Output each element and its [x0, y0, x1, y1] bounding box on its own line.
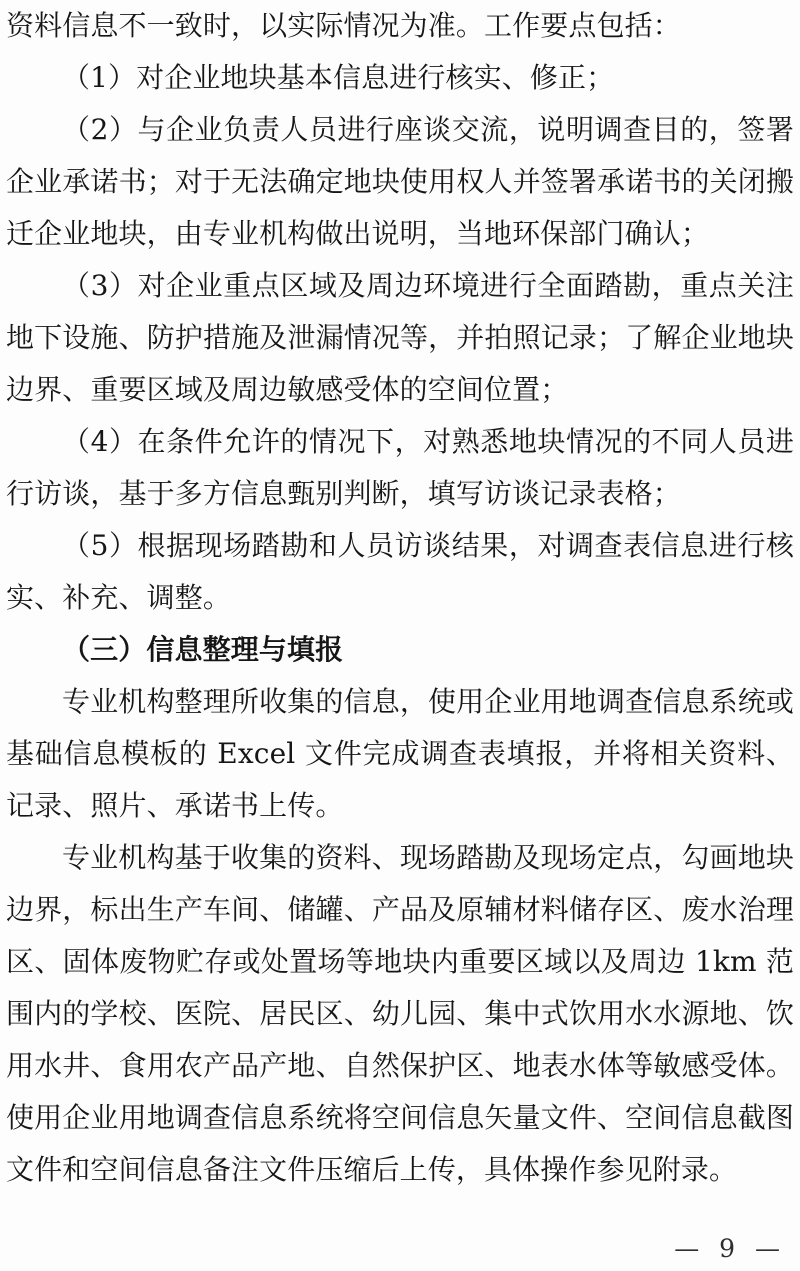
list-item-3: （3）对企业重点区域及周边环境进行全面踏勘，重点关注地下设施、防护措施及泄漏情况等，并拍照记录；了解企业地块边界、重要区域及周边敏感受体的空间位置； [6, 269, 794, 406]
page-number: — 9 — [674, 1234, 786, 1263]
paragraph-info-filing: 专业机构整理所收集的信息，使用企业用地调查信息系统或基础信息模板的 Excel 文件完成调查表填报，并将相关资料、记录、照片、承诺书上传。 [6, 685, 794, 822]
list-item-4: （4）在条件允许的情况下，对熟悉地块情况的不同人员进行访谈，基于多方信息甄别判断，填写访谈记录表格； [6, 425, 794, 510]
section-heading: （三）信息整理与填报 [62, 633, 344, 666]
list-item-1: （1）对企业地块基本信息进行核实、修正； [62, 61, 615, 94]
paragraph-continuation: 资料信息不一致时，以实际情况为准。工作要点包括： [6, 9, 681, 42]
paragraph-spatial-info: 专业机构基于收集的资料、现场踏勘及现场定点，勾画地块边界，标出生产车间、储罐、产品及原辅材料储存区、废水治理区、固体废物贮存或处置场等地块内重要区域以及周边 1km 范围内的学校、医院、居民区、幼儿园、集中式饮用水水源地、饮用水井、食用农产品产地、自然保护区、地表水体等敏感受体。使用企业用地调查信息系统将空间信息矢量文件、空间信息截图文件和空间信息备注文件压缩后上传，具体操作参见附录。 [6, 841, 794, 1186]
list-item-5: （5）根据现场踏勘和人员访谈结果，对调查表信息进行核实、补充、调整。 [6, 529, 794, 614]
list-item-2: （2）与企业负责人员进行座谈交流，说明调查目的，签署企业承诺书；对于无法确定地块使用权人并签署承诺书的关闭搬迁企业地块，由专业机构做出说明，当地环保部门确认； [6, 113, 794, 250]
